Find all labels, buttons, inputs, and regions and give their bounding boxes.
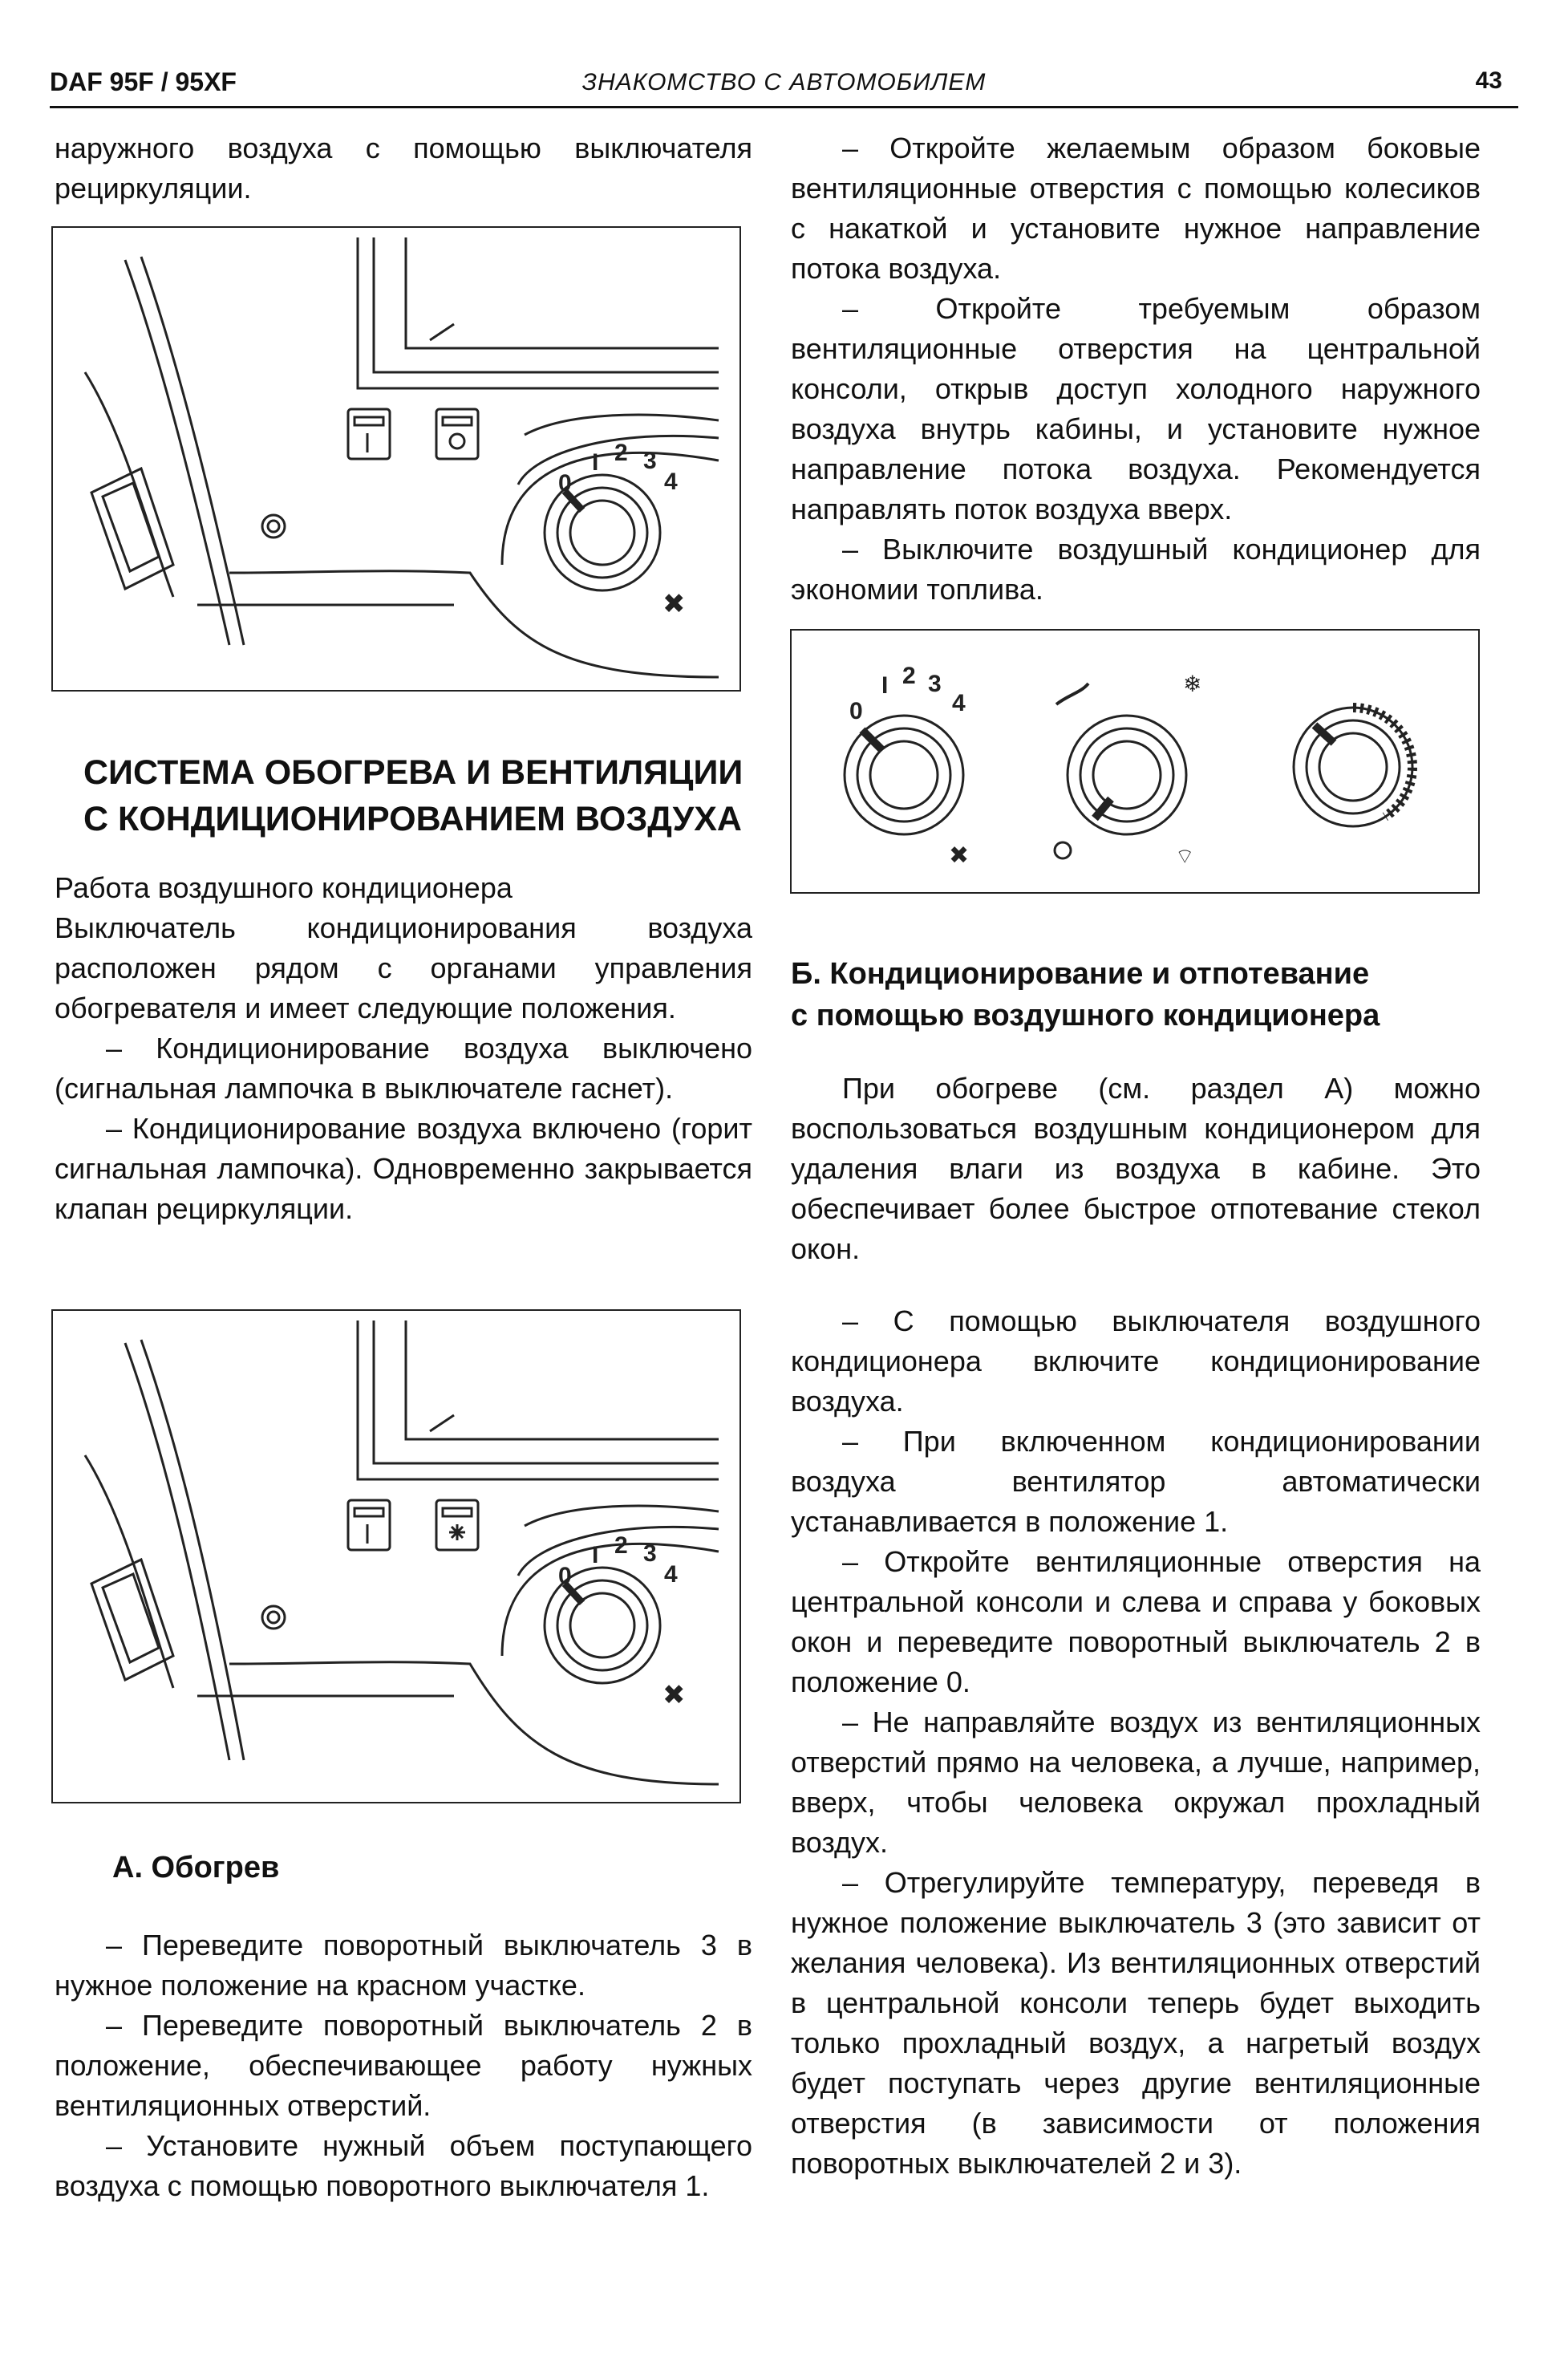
knob-fan-label-3: 3 (928, 671, 942, 697)
ac-description (55, 868, 752, 1229)
defog-item-3: – Откройте вентиляционные отверстия на центральной консоли и слева и справа у боковых окон и переведите поворотный выключатель 2 в положение 0. (791, 1545, 1481, 1698)
knob-fan-label-0: 0 (849, 698, 863, 724)
vent-item-3: – Выключите воздушный кондиционер для экономии топлива. (791, 533, 1481, 606)
defog-title-line1: Б. Кондиционирование и отпотевание (791, 957, 1370, 991)
figure-dashboard-ac (51, 1309, 741, 1803)
windshield-icon: ⌔ (1175, 845, 1195, 869)
heating-title: А. Обогрев (112, 1851, 280, 1884)
distribution-knob (1055, 671, 1201, 869)
defog-item-1: – С помощью выключателя воздушного кондиционера включите кондиционирование воздуха. (791, 1304, 1481, 1418)
temperature-knob (1294, 708, 1412, 826)
section-title: ЗНАКОМСТВО С АВТОМОБИЛЕМ (581, 69, 987, 95)
knob-fan-label-4: 4 (952, 690, 966, 716)
ac-on-item: – Кондиционирование воздуха включено (горит сигнальная лампочка). Одновременно закрывается клапан рециркуляции. (55, 1112, 752, 1225)
dashboard-recirc-diagram (53, 228, 739, 690)
left-intro (55, 128, 752, 209)
vent-list (791, 128, 1481, 610)
heating-item-3: – Установите нужный объем поступающего воздуха с помощью поворотного выключателя 1. (55, 2129, 752, 2202)
model-name: DAF 95F / 95XF (50, 67, 237, 96)
fan-icon: ✖ (662, 588, 686, 620)
fan-label-0: 0 (558, 470, 572, 497)
defrost-icon: ❄ (1183, 671, 1202, 697)
dashboard-ac-diagram (53, 1311, 739, 1802)
fan-knob (845, 663, 969, 870)
fan-label-4: 4 (664, 469, 678, 495)
defog-title-line2: с помощью воздушного кондиционера (791, 999, 1380, 1032)
fan-label-3: 3 (643, 448, 657, 474)
heating-item-2: – Переведите поворотный выключатель 2 в положение, обеспечивающее работу нужных вентиляционных отверстий. (55, 2009, 752, 2122)
defog-item-2: – При включенном кондиционировании воздуха вентилятор автоматически устанавливается в положение 1. (791, 1425, 1481, 1538)
defog-list (791, 1301, 1481, 2184)
knob-fan-label-1: I (881, 672, 889, 699)
intro-paragraph: наружного воздуха с помощью выключателя рециркуляции. (55, 132, 752, 205)
system-title-line1: СИСТЕМА ОБОГРЕВА И ВЕНТИЛЯЦИИ (83, 753, 743, 792)
control-knobs-diagram (792, 631, 1478, 892)
fan-label-1: I (592, 1542, 599, 1568)
heating-item-1: – Переведите поворотный выключатель 3 в нужное положение на красном участке. (55, 1929, 752, 2002)
defog-title (791, 953, 1481, 1037)
fan-label-1: I (592, 449, 599, 476)
system-title-line2: С КОНДИЦИОНИРОВАНИЕМ ВОЗДУХА (83, 800, 742, 838)
fan-icon: ✖ (662, 1679, 686, 1711)
fan-label-4: 4 (664, 1561, 678, 1588)
fan-label-0: 0 (558, 1563, 572, 1589)
defog-intro: При обогреве (см. раздел А) можно воспользоваться воздушным кондиционером для удаления влаги из воздуха в кабине. Это обеспечивает более быстрое отпотевание стекол окон. (791, 1072, 1481, 1265)
fan-label-2: 2 (614, 1532, 628, 1559)
ac-off-item: – Кондиционирование воздуха выключено (сигнальная лампочка в выключателе гаснет). (55, 1032, 752, 1105)
defog-item-4: – Не направляйте воздух из вентиляционных отверстий прямо на человека, а лучше, например, вверх, чтобы человека окружал прохладный воздух. (791, 1706, 1481, 1859)
figure-dashboard-recirc (51, 226, 741, 692)
page-header (50, 61, 1518, 108)
defog-item-5: – Отрегулируйте температуру, переведя в нужное положение выключатель 3 (это зависит от желания человека). Из вентиляционных отверстий в центральной консоли теперь будет выходить только прохладный воздух, а нагретый воздух будет поступать через другие вентиляционные отверстия (в зависимости от положения поворотных выключателей 2 и 3). (791, 1866, 1481, 2180)
fan-label-3: 3 (643, 1540, 657, 1567)
figure-control-knobs (790, 629, 1480, 894)
heating-list (55, 1925, 752, 2206)
fan-label-2: 2 (614, 440, 628, 466)
vent-item-1: – Откройте желаемым образом боковые вентиляционные отверстия с помощью колесиков с накаткой и установите нужное направление потока воздуха. (791, 132, 1481, 285)
ac-switch-text: Выключатель кондиционирования воздуха расположен рядом с органами управления обогревателя и имеет следующие положения. (55, 911, 752, 1024)
page-number: 43 (1475, 67, 1502, 94)
knob-fan-label-2: 2 (902, 663, 916, 689)
vent-item-2: – Откройте требуемым образом вентиляционные отверстия на центральной консоли, открыв доступ холодного наружного воздуха внутрь кабины, и установите нужное направление потока воздуха. Рекомендуется направлять поток воздуха вверх. (791, 292, 1481, 525)
ac-work-title: Работа воздушного кондиционера (55, 871, 513, 904)
fan-icon: ✖ (949, 842, 970, 870)
system-title (83, 749, 757, 842)
